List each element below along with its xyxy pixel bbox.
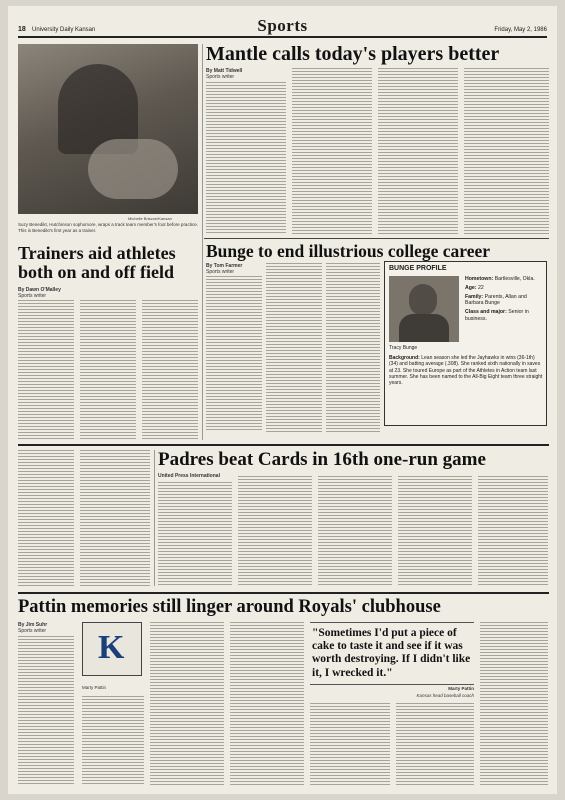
trainer-photo xyxy=(18,44,198,214)
background-value: Lean season she led the Jayhawks in wins (36-1th) (34) and batting average (.308). She ranked sixth nationally in saves at 23. She toured Europe as part of the Athletes in Action team last summer. She has been named to the All-Big Eight team three straight years. xyxy=(389,355,543,386)
bunge-column-2 xyxy=(266,263,322,432)
pattin-byline-name: By Jim Suhr xyxy=(18,622,48,628)
pattin-column-6 xyxy=(396,703,474,786)
pattin-byline xyxy=(18,622,47,634)
issue-date: Friday, May 2, 1986 xyxy=(494,27,547,33)
padres-column-4 xyxy=(398,476,472,586)
mantle-column-4 xyxy=(464,68,549,234)
pattin-column-1 xyxy=(18,636,74,786)
profile-photo-caption: Tracy Bunge xyxy=(389,345,418,351)
padres-column-3 xyxy=(318,476,392,586)
bunge-byline xyxy=(206,263,242,275)
royals-cap-logo xyxy=(82,622,142,676)
trainers-continued-column xyxy=(80,450,150,586)
age-value: 22 xyxy=(477,284,484,291)
folio-bar xyxy=(18,14,547,38)
mantle-column-1 xyxy=(206,82,286,234)
padres-source xyxy=(158,473,220,479)
pattin-photo-caption: Marty Pattin xyxy=(82,685,107,690)
page-number: 18 xyxy=(18,26,26,33)
pattin-column-7 xyxy=(480,622,548,786)
padres-headline: Padres beat Cards in 16th one-run game xyxy=(158,449,486,470)
class-label: Class and major: xyxy=(465,309,507,315)
pattin-photo xyxy=(82,622,144,682)
profile-background xyxy=(389,355,543,388)
column-rule xyxy=(154,450,155,586)
bunge-column-1 xyxy=(206,276,262,432)
trainers-column-1 xyxy=(18,300,74,440)
bunge-byline-name: By Tom Farmer xyxy=(206,263,243,269)
photo-credit: Michelle Briscoe/Kansan xyxy=(128,216,172,221)
class-value: Senior in business. xyxy=(465,309,529,322)
background-label: Background: xyxy=(389,355,420,361)
age-label: Age: xyxy=(465,284,477,291)
pattin-column-3 xyxy=(150,622,224,786)
mantle-byline xyxy=(206,68,242,80)
profile-facts xyxy=(465,276,545,325)
padres-column-5 xyxy=(478,476,548,586)
paper-name: University Daily Kansan xyxy=(32,27,96,33)
mantle-byline-role: Sports writer xyxy=(206,74,235,80)
trainers-byline-role: Sports writer xyxy=(18,293,47,299)
padres-column-1 xyxy=(158,482,232,586)
mantle-byline-name: By Matt Tidwell xyxy=(206,68,243,74)
column-rule xyxy=(202,44,203,440)
section-title: Sports xyxy=(257,16,308,35)
divider xyxy=(18,444,549,446)
mantle-column-2 xyxy=(292,68,372,234)
hometown-label: Hometown: xyxy=(465,276,494,282)
mantle-headline: Mantle calls today's players better xyxy=(206,43,500,65)
pattin-column-2 xyxy=(82,696,144,786)
hometown-value: Bartlesville, Okla. xyxy=(494,276,535,282)
pattin-column-5 xyxy=(310,703,390,786)
bunge-headline: Bunge to end illustrious college career xyxy=(206,241,491,261)
trainers-column-2 xyxy=(80,300,136,440)
newspaper-page xyxy=(8,6,557,794)
trainers-column-3 xyxy=(142,300,198,440)
family-label: Family: xyxy=(465,293,484,300)
pattin-byline-role: Sports writer xyxy=(18,628,47,634)
trainers-headline: Trainers aid athletes both on and off field xyxy=(18,243,176,282)
profile-header: BUNGE PROFILE xyxy=(389,265,447,272)
bunge-byline-role: Sports writer xyxy=(206,269,235,275)
pattin-headline: Pattin memories still linger around Royals' clubhouse xyxy=(18,597,441,617)
pattin-column-4 xyxy=(230,622,304,786)
mantle-column-3 xyxy=(378,68,458,234)
divider xyxy=(204,238,549,239)
padres-column-2 xyxy=(238,476,312,586)
divider xyxy=(18,592,549,594)
bunge-column-3 xyxy=(326,263,380,432)
pull-quote-role: Kansas head baseball coach xyxy=(416,693,474,698)
profile-photo xyxy=(389,276,459,342)
trainers-byline xyxy=(18,287,61,299)
family-value: Parents, Allan and Barbara Bunge xyxy=(465,293,527,307)
bunge-profile-box xyxy=(384,261,547,426)
padres-source-text: United Press International xyxy=(158,473,220,479)
photo-caption: Suzy Benedikt, Hutchinson sophomore, wraps a track team member's foot before practice. This is Benedikt's first year as a trainer. xyxy=(18,222,198,233)
pull-quote-name: Marty Pattin xyxy=(448,686,474,691)
trainers-continued-column xyxy=(18,450,74,586)
pull-quote-attribution xyxy=(310,686,474,692)
pull-quote: "Sometimes I'd put a piece of cake to taste it and see if it was worth destroying. If I didn't like it, I wrecked it." xyxy=(310,622,474,685)
royals-k-icon: K xyxy=(98,629,125,666)
trainers-byline-name: By Dawn O'Malley xyxy=(18,287,61,293)
